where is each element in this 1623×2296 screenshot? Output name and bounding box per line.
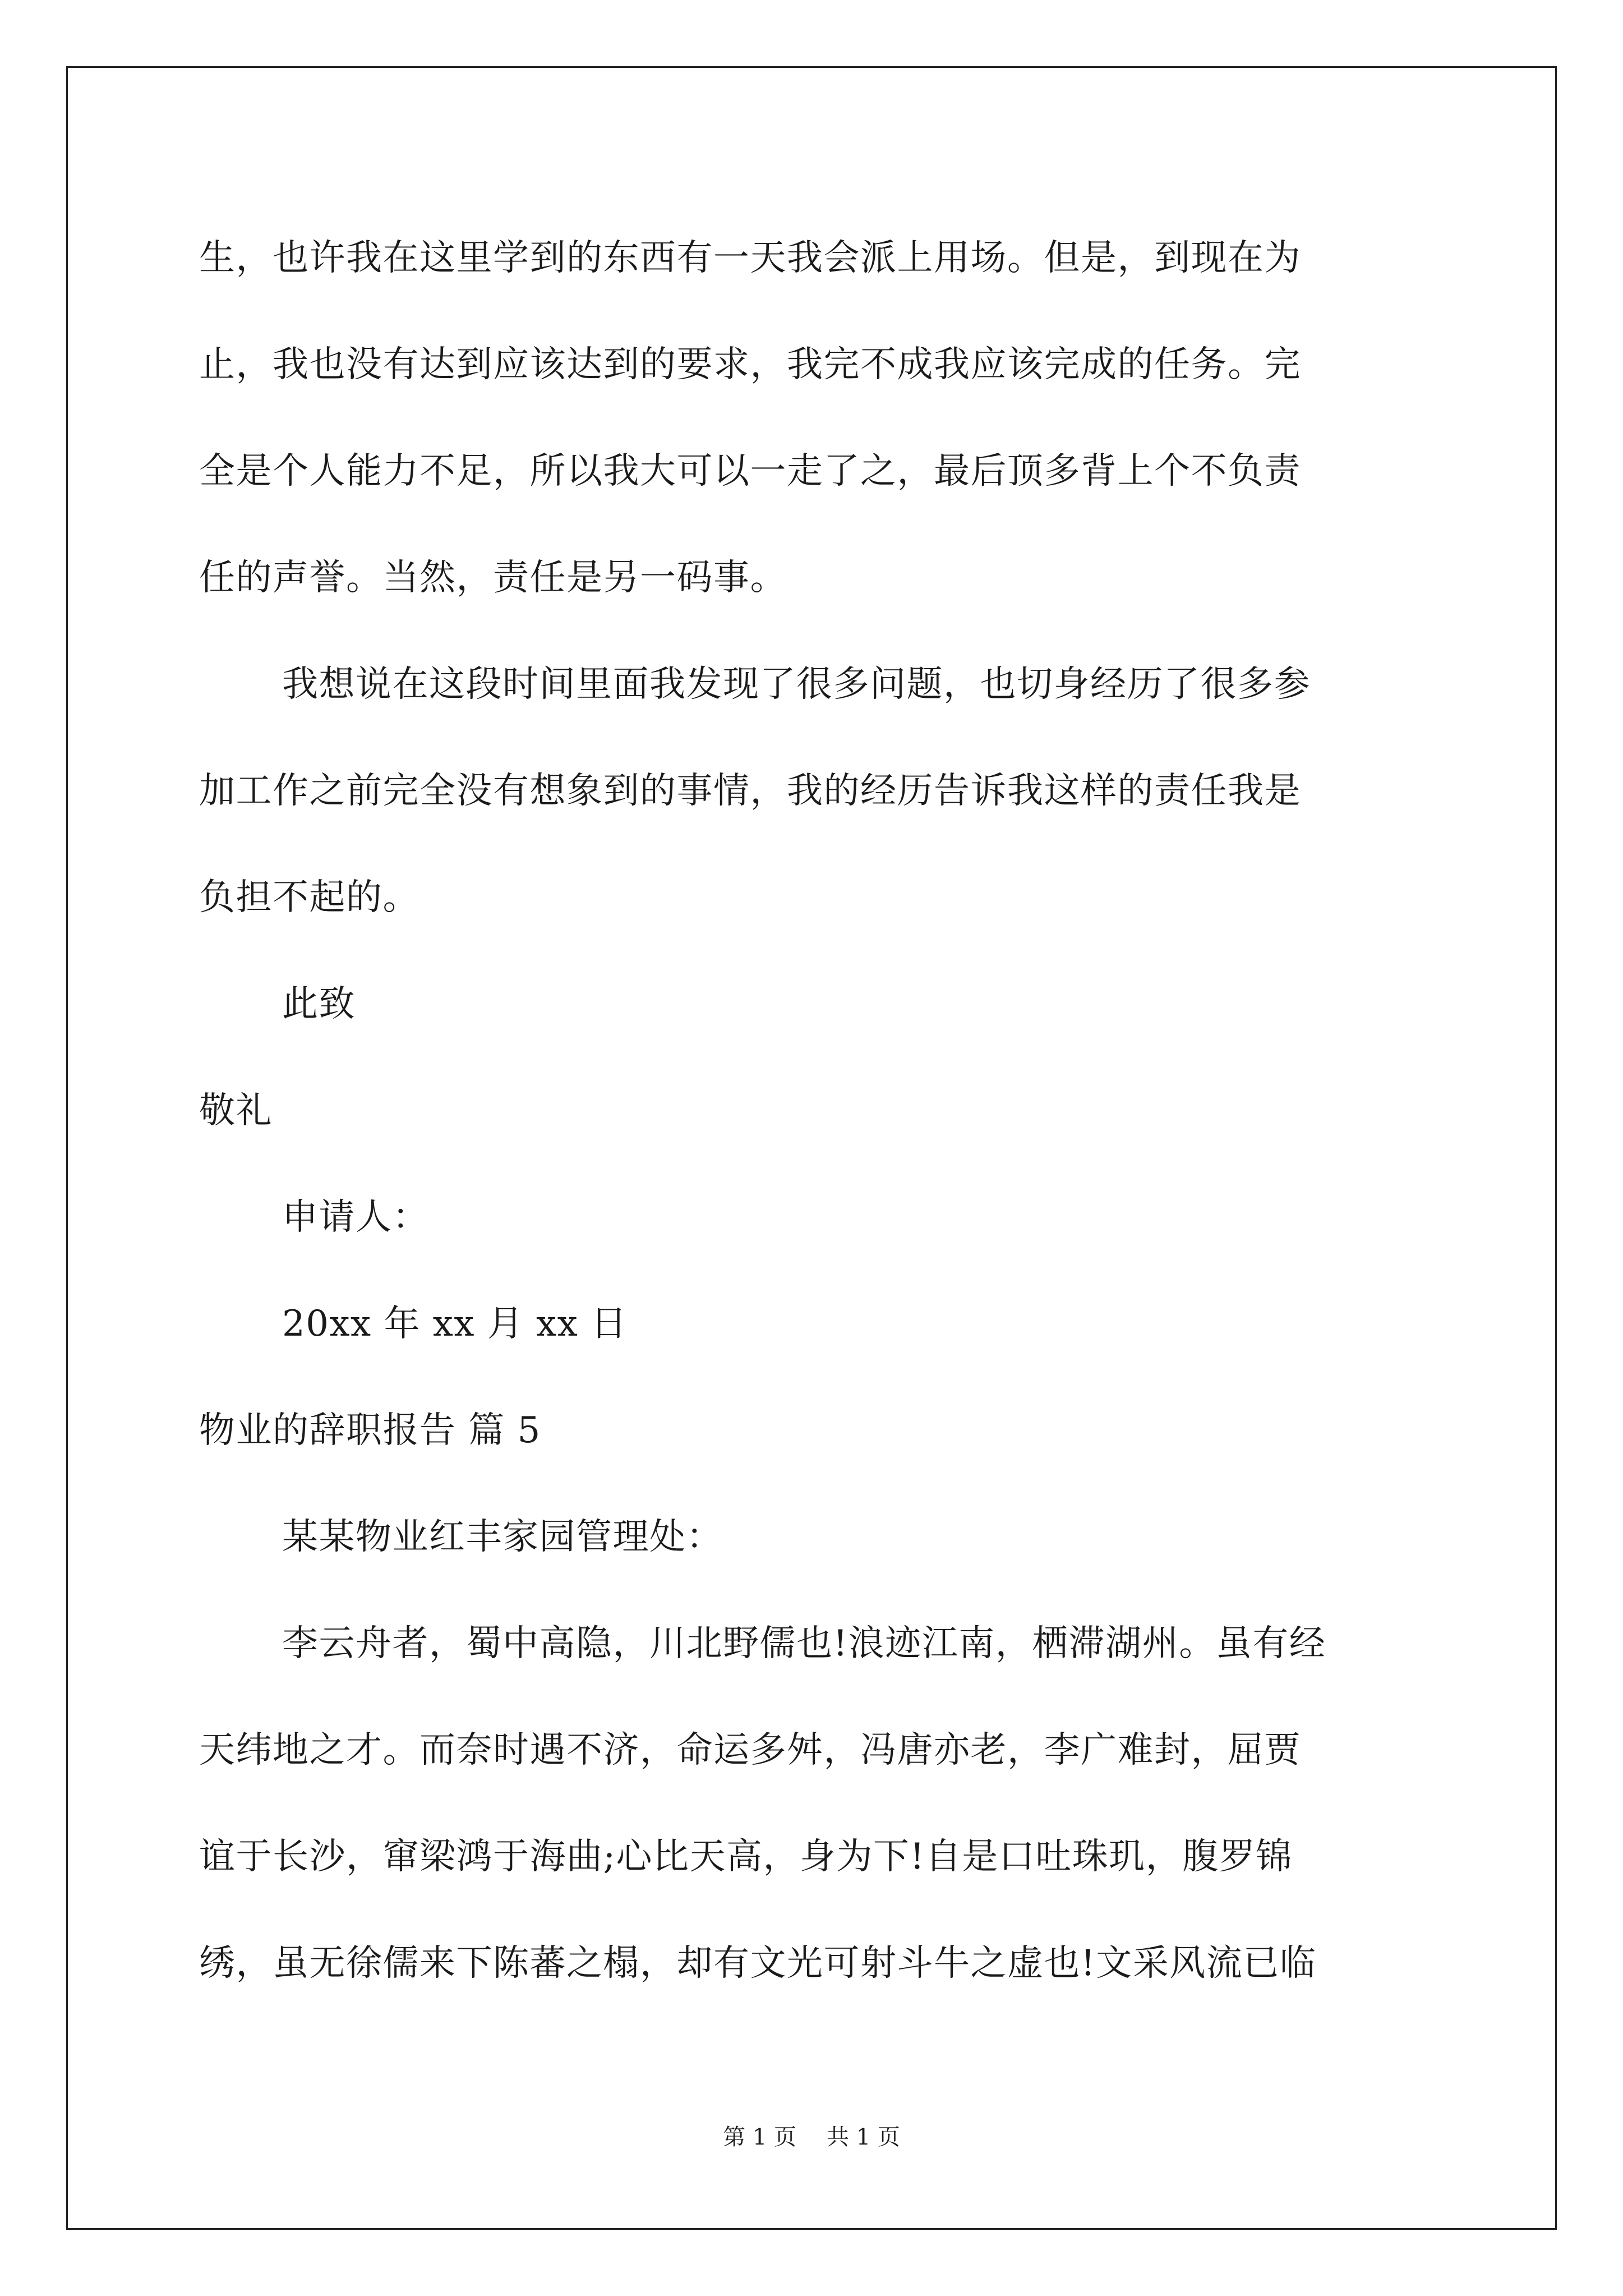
paragraph-line: 任的声誉。当然，责任是另一码事。 [199, 557, 787, 599]
closing-regards: 敬礼 [199, 1090, 273, 1131]
paragraph-line: 我想说在这段时间里面我发现了很多问题，也切身经历了很多参 [282, 664, 1311, 705]
page-footer [0, 2120, 1623, 2154]
date-line: 20xx 年 xx 月 xx 日 [282, 1303, 628, 1345]
paragraph-line: 负担不起的。 [199, 877, 419, 918]
closing-salutation: 此致 [282, 983, 356, 1025]
paragraph-line: 生，也许我在这里学到的东西有一天我会派上用场。但是，到现在为 [199, 237, 1301, 279]
page-number: 第 1 页 [723, 2124, 796, 2150]
document-body [199, 205, 1433, 2017]
paragraph-line: 全是个人能力不足，所以我大可以一走了之，最后顶多背上个不负责 [199, 450, 1301, 492]
section-heading: 物业的辞职报告 篇 5 [199, 1410, 541, 1451]
page-count: 共 1 页 [827, 2124, 900, 2150]
paragraph-line: 止，我也没有达到应该达到的要求，我完不成我应该完成的任务。完 [199, 344, 1301, 385]
paragraph-line: 李云舟者，蜀中高隐，川北野儒也!浪迹江南，栖滞湖州。虽有经 [282, 1623, 1326, 1664]
paragraph-line: 天纬地之才。而奈时遇不济，命运多舛，冯唐亦老，李广难封，屈贾 [199, 1729, 1301, 1771]
paragraph-line: 加工作之前完全没有想象到的事情，我的经历告诉我这样的责任我是 [199, 770, 1301, 812]
paragraph-line: 谊于长沙，窜梁鸿于海曲;心比天高，身为下!自是口吐珠玑，腹罗锦 [199, 1836, 1293, 1878]
recipient-line: 某某物业红丰家园管理处： [282, 1516, 723, 1558]
paragraph-line: 绣，虽无徐儒来下陈蕃之榻，却有文光可射斗牛之虚也!文采风流已临 [199, 1943, 1317, 1984]
applicant-label: 申请人： [282, 1197, 429, 1238]
